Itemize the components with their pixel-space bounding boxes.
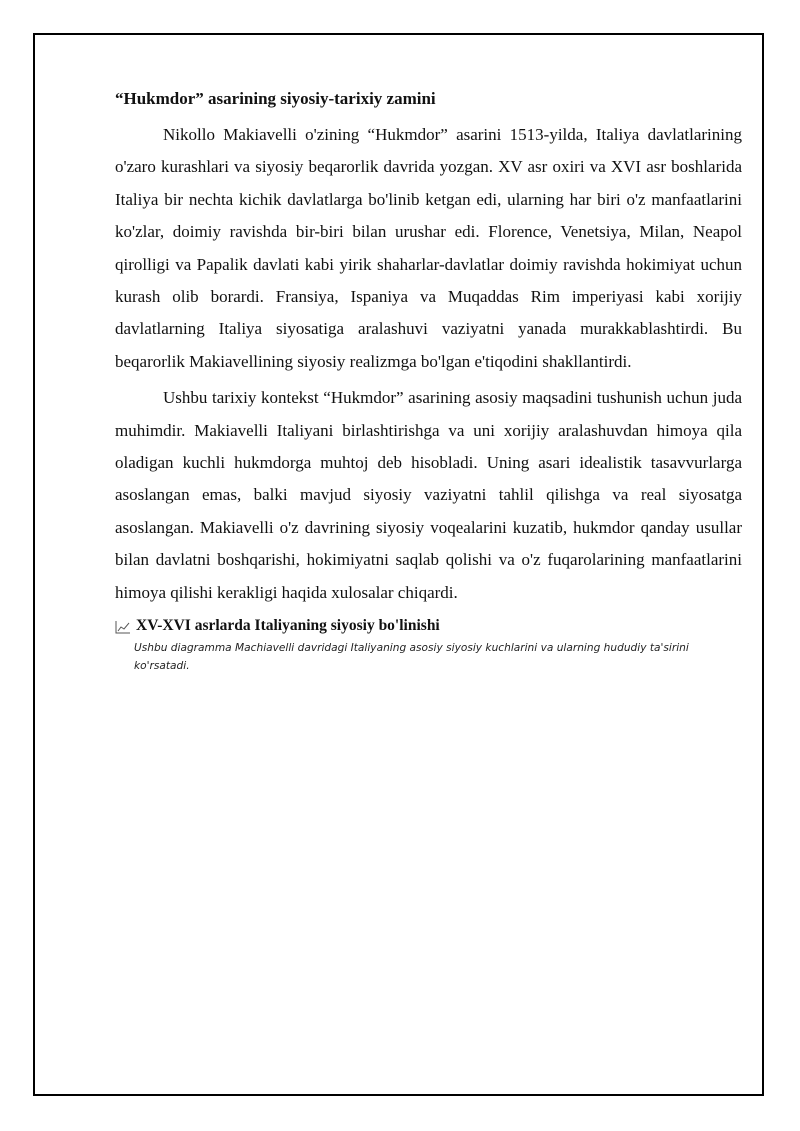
page-content	[115, 86, 742, 675]
paragraph-work-purpose: Ushbu tarixiy kontekst “Hukmdor” asarining asosiy maqsadini tushunish uchun juda muhimdir. Makiavelli Italiyani birlashtirishga va uni xorijiy aralashuvdan himoya qila oladigan kuchli hukmdorga muhtoj deb hisobladi. Uning asari idealistik tasavvurlarga asoslangan emas, balki mavjud siyosiy vaziyatni tahlil qilishga va real siyosatga asoslangan. Makiavelli o'z davrining siyosiy voqealarini kuzatib, hukmdor qanday usullar bilan davlatni boshqarishi, hokimiyatni saqlab qolishi va o'z fuqarolarining manfaatlarini himoya qilishi kerakligi haqida xulosalar chiqardi.	[115, 388, 742, 602]
figure-heading	[115, 615, 742, 637]
figure-block	[115, 615, 742, 675]
section-title: “Hukmdor” asarining siyosiy-tarixiy zamini	[115, 89, 436, 108]
chart-icon	[115, 619, 131, 633]
figure-caption: Ushbu diagramma Machiavelli davridagi Italiyaning asosiy siyosiy kuchlarini va ularning hududiy ta'sirini ko'rsatadi.	[134, 642, 689, 673]
figure-title: XV-XVI asrlarda Italiyaning siyosiy bo'linishi	[136, 617, 440, 635]
paragraph-historical-context: Nikollo Makiavelli o'zining “Hukmdor” asarini 1513-yilda, Italiya davlatlarining o'zaro kurashlari va siyosiy beqarorlik davrida yozgan. XV asr oxiri va XVI asr boshlarida Italiya bir nechta kichik davlatlarga bo'linib ketgan edi, ularning har biri o'z manfaatlarini ko'zlar, doimiy ravishda bir-biri bilan urushar edi. Florence, Venetsiya, Milan, Neapol qirolligi va Papalik davlati kabi yirik shaharlar-davlatlar doimiy ravishda hokimiyat uchun kurash olib borardi. Fransiya, Ispaniya va Muqaddas Rim imperiyasi kabi xorijiy davlatlarning Italiya siyosatiga aralashuvi vaziyatni yanada murakkablashtirdi. Bu beqarorlik Makiavellining siyosiy realizmga bo'lgan e'tiqodini shakllantirdi.	[115, 125, 742, 371]
